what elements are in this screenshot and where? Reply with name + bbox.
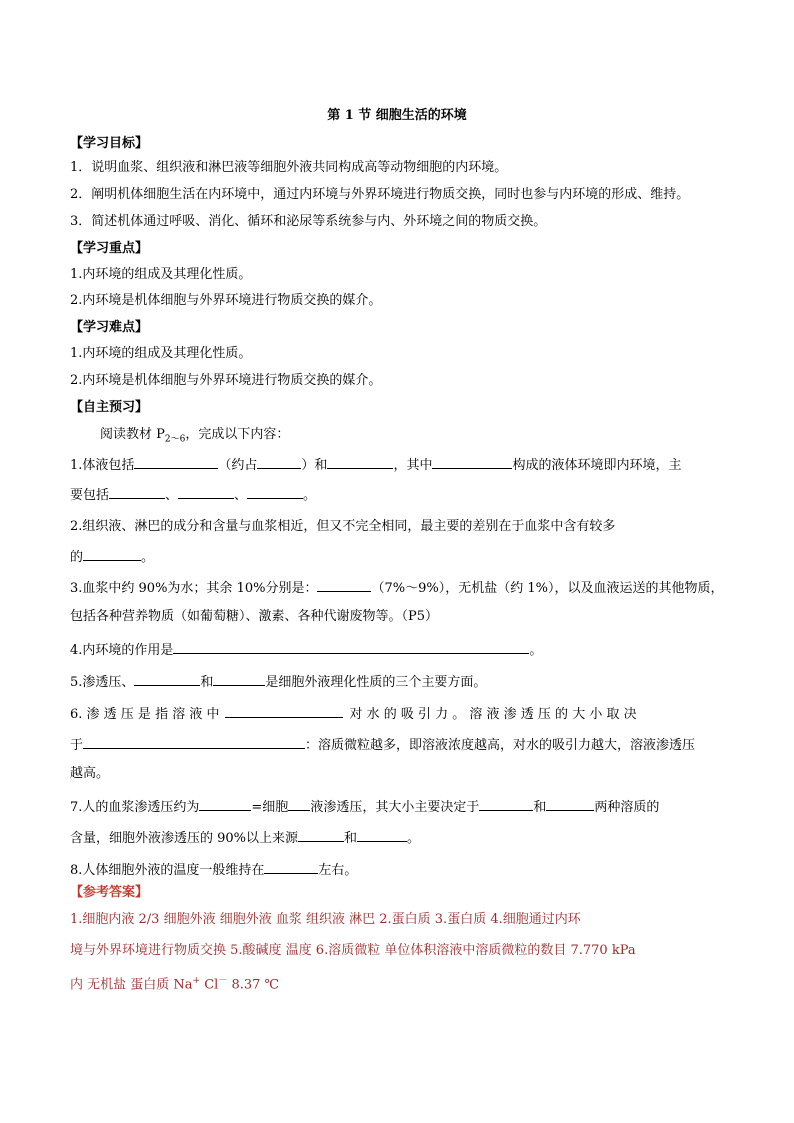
answer-text: 内 无机盐 蛋白质 Na [70, 977, 193, 993]
preview-intro-text: ，完成以下内容： [185, 427, 290, 442]
answer-blank[interactable] [327, 455, 393, 469]
q-text: 7.人的血浆渗透压约为 [70, 800, 200, 815]
difficult-item: 2.内环境是机体细胞与外界环境进行物质交换的媒介。 [70, 373, 382, 388]
q-text: 。 [407, 831, 421, 846]
q-text: 左右。 [318, 863, 358, 878]
answer-blank[interactable] [317, 578, 371, 592]
q-text: 对 水 的 吸 引 力 。 溶 液 渗 透 压 的 大 小 取 决 [349, 707, 637, 722]
goal-item: 2．阐明机体细胞生活在内环境中，通过内环境与外界环境进行物质交换，同时也参与内环境的形成、维持。 [70, 187, 690, 202]
answer-line: 境与外界环境进行物质交换 5.酸碱度 温度 6.溶质微粒 单位体积溶液中溶质微粒的数目 7.770 kPa [70, 943, 636, 958]
q-text: 和 [200, 675, 214, 690]
question-5 [70, 672, 730, 692]
q-text: 和 [344, 831, 358, 846]
preview-intro [100, 426, 760, 449]
answer-sup: + [192, 976, 201, 986]
q-text: ，其中 [393, 458, 433, 473]
answer-line [70, 972, 730, 994]
key-item: 1.内环境的组成及其理化性质。 [70, 267, 252, 282]
q-text: 1.体液包括 [70, 458, 135, 473]
q-text: 和 [533, 800, 547, 815]
question-6-end: 越高。 [70, 766, 110, 781]
section-answer-heading: 【参考答案】 [70, 885, 149, 900]
q-text: 于 [70, 738, 84, 753]
answer-blank[interactable] [134, 672, 200, 686]
answer-text: Cl [200, 977, 219, 993]
answer-blank[interactable] [134, 455, 218, 469]
question-2-cont [70, 547, 730, 567]
question-6-cont [70, 735, 730, 755]
answer-text: 8.37 ℃ [227, 977, 280, 993]
question-6 [70, 704, 730, 724]
question-7 [70, 797, 730, 817]
q-text: 4.内环境的作用是 [70, 643, 174, 658]
answer-blank[interactable] [357, 828, 407, 842]
q-text: 、 [165, 488, 179, 503]
section-preview-heading: 【自主预习】 [70, 400, 149, 415]
answer-blank[interactable] [247, 485, 303, 499]
q-text: 6. 渗 透 压 是 指 溶 液 中 [70, 707, 220, 722]
answer-blank[interactable] [479, 797, 533, 811]
q-text: 。 [303, 488, 317, 503]
q-text: 含量，细胞外液渗透压的 90%以上来源 [70, 831, 299, 846]
difficult-item: 1.内环境的组成及其理化性质。 [70, 346, 252, 361]
section-difficult-heading: 【学习难点】 [70, 320, 149, 335]
answer-blank[interactable] [199, 797, 251, 811]
answer-blank[interactable] [264, 860, 318, 874]
preview-intro-text: 阅读教材 P [100, 427, 165, 442]
answer-blank[interactable] [83, 547, 141, 561]
q-text: 8.人体细胞外液的温度一般维持在 [70, 863, 265, 878]
goal-item: 1．说明血浆、组织液和淋巴液等细胞外液共同构成高等动物细胞的内环境。 [70, 160, 508, 175]
answer-blank[interactable] [83, 735, 305, 749]
answer-blank[interactable] [288, 797, 310, 811]
question-1-cont [70, 485, 730, 505]
answer-blank[interactable] [178, 485, 234, 499]
q-text: 构成的液体环境即内环境，主 [512, 458, 682, 473]
answer-line: 1.细胞内液 2/3 细胞外液 细胞外液 血浆 组织液 淋巴 2.蛋白质 3.蛋白质 4.细胞通过内环 [70, 912, 581, 927]
q-text: 两种溶质的 [594, 800, 660, 815]
answer-blank[interactable] [109, 485, 165, 499]
q-text: 的 [70, 550, 84, 565]
goal-item: 3．简述机体通过呼吸、消化、循环和泌尿等系统参与内、外环境之间的物质交换。 [70, 214, 547, 229]
key-item: 2.内环境是机体细胞与外界环境进行物质交换的媒介。 [70, 293, 382, 308]
q-text: 、 [234, 488, 248, 503]
q-text: 5.渗透压、 [70, 675, 135, 690]
question-7-cont [70, 828, 730, 848]
q-text: 。 [529, 643, 543, 658]
q-text: 是细胞外液理化性质的三个主要方面。 [265, 675, 487, 690]
question-2: 2.组织液、淋巴的成分和含量与血浆相近，但又不完全相同，最主要的差别在于血浆中含有较多 [70, 519, 616, 534]
q-text: 。 [141, 550, 155, 565]
question-1 [70, 455, 730, 475]
answer-blank[interactable] [257, 455, 301, 469]
answer-blank[interactable] [432, 455, 512, 469]
section-key-heading: 【学习重点】 [70, 241, 149, 256]
q-text: ：溶质微粒越多，即溶液浓度越高，对水的吸引力越大，溶液渗透压 [305, 738, 696, 753]
page-title: 第 1 节 细胞生活的环境 [327, 108, 467, 123]
q-text: 液渗透压，其大小主要决定于 [310, 800, 480, 815]
question-3-cont: 包括各种营养物质（如葡萄糖）、激素、各种代谢废物等。（P5） [70, 609, 439, 624]
answer-blank[interactable] [225, 704, 343, 718]
question-8 [70, 860, 730, 880]
answer-blank[interactable] [546, 797, 594, 811]
q-text: 3.血浆中约 90%为水；其余 10%分别是： [70, 581, 318, 596]
q-text: （约占 [218, 458, 258, 473]
question-3 [70, 578, 730, 598]
q-text: ）和 [301, 458, 328, 473]
q-text: 要包括 [70, 488, 110, 503]
q-text: （7%～9%），无机盐（约 1%），以及血液运送的其他物质， [371, 581, 724, 596]
q-text: =细胞 [251, 800, 289, 815]
answer-blank[interactable] [298, 828, 344, 842]
answer-blank[interactable] [213, 672, 265, 686]
question-4 [70, 640, 730, 660]
preview-intro-pages: 2～6 [164, 434, 186, 445]
answer-sup: － [218, 976, 228, 986]
section-goals-heading: 【学习目标】 [70, 136, 149, 151]
answer-blank[interactable] [173, 640, 529, 654]
